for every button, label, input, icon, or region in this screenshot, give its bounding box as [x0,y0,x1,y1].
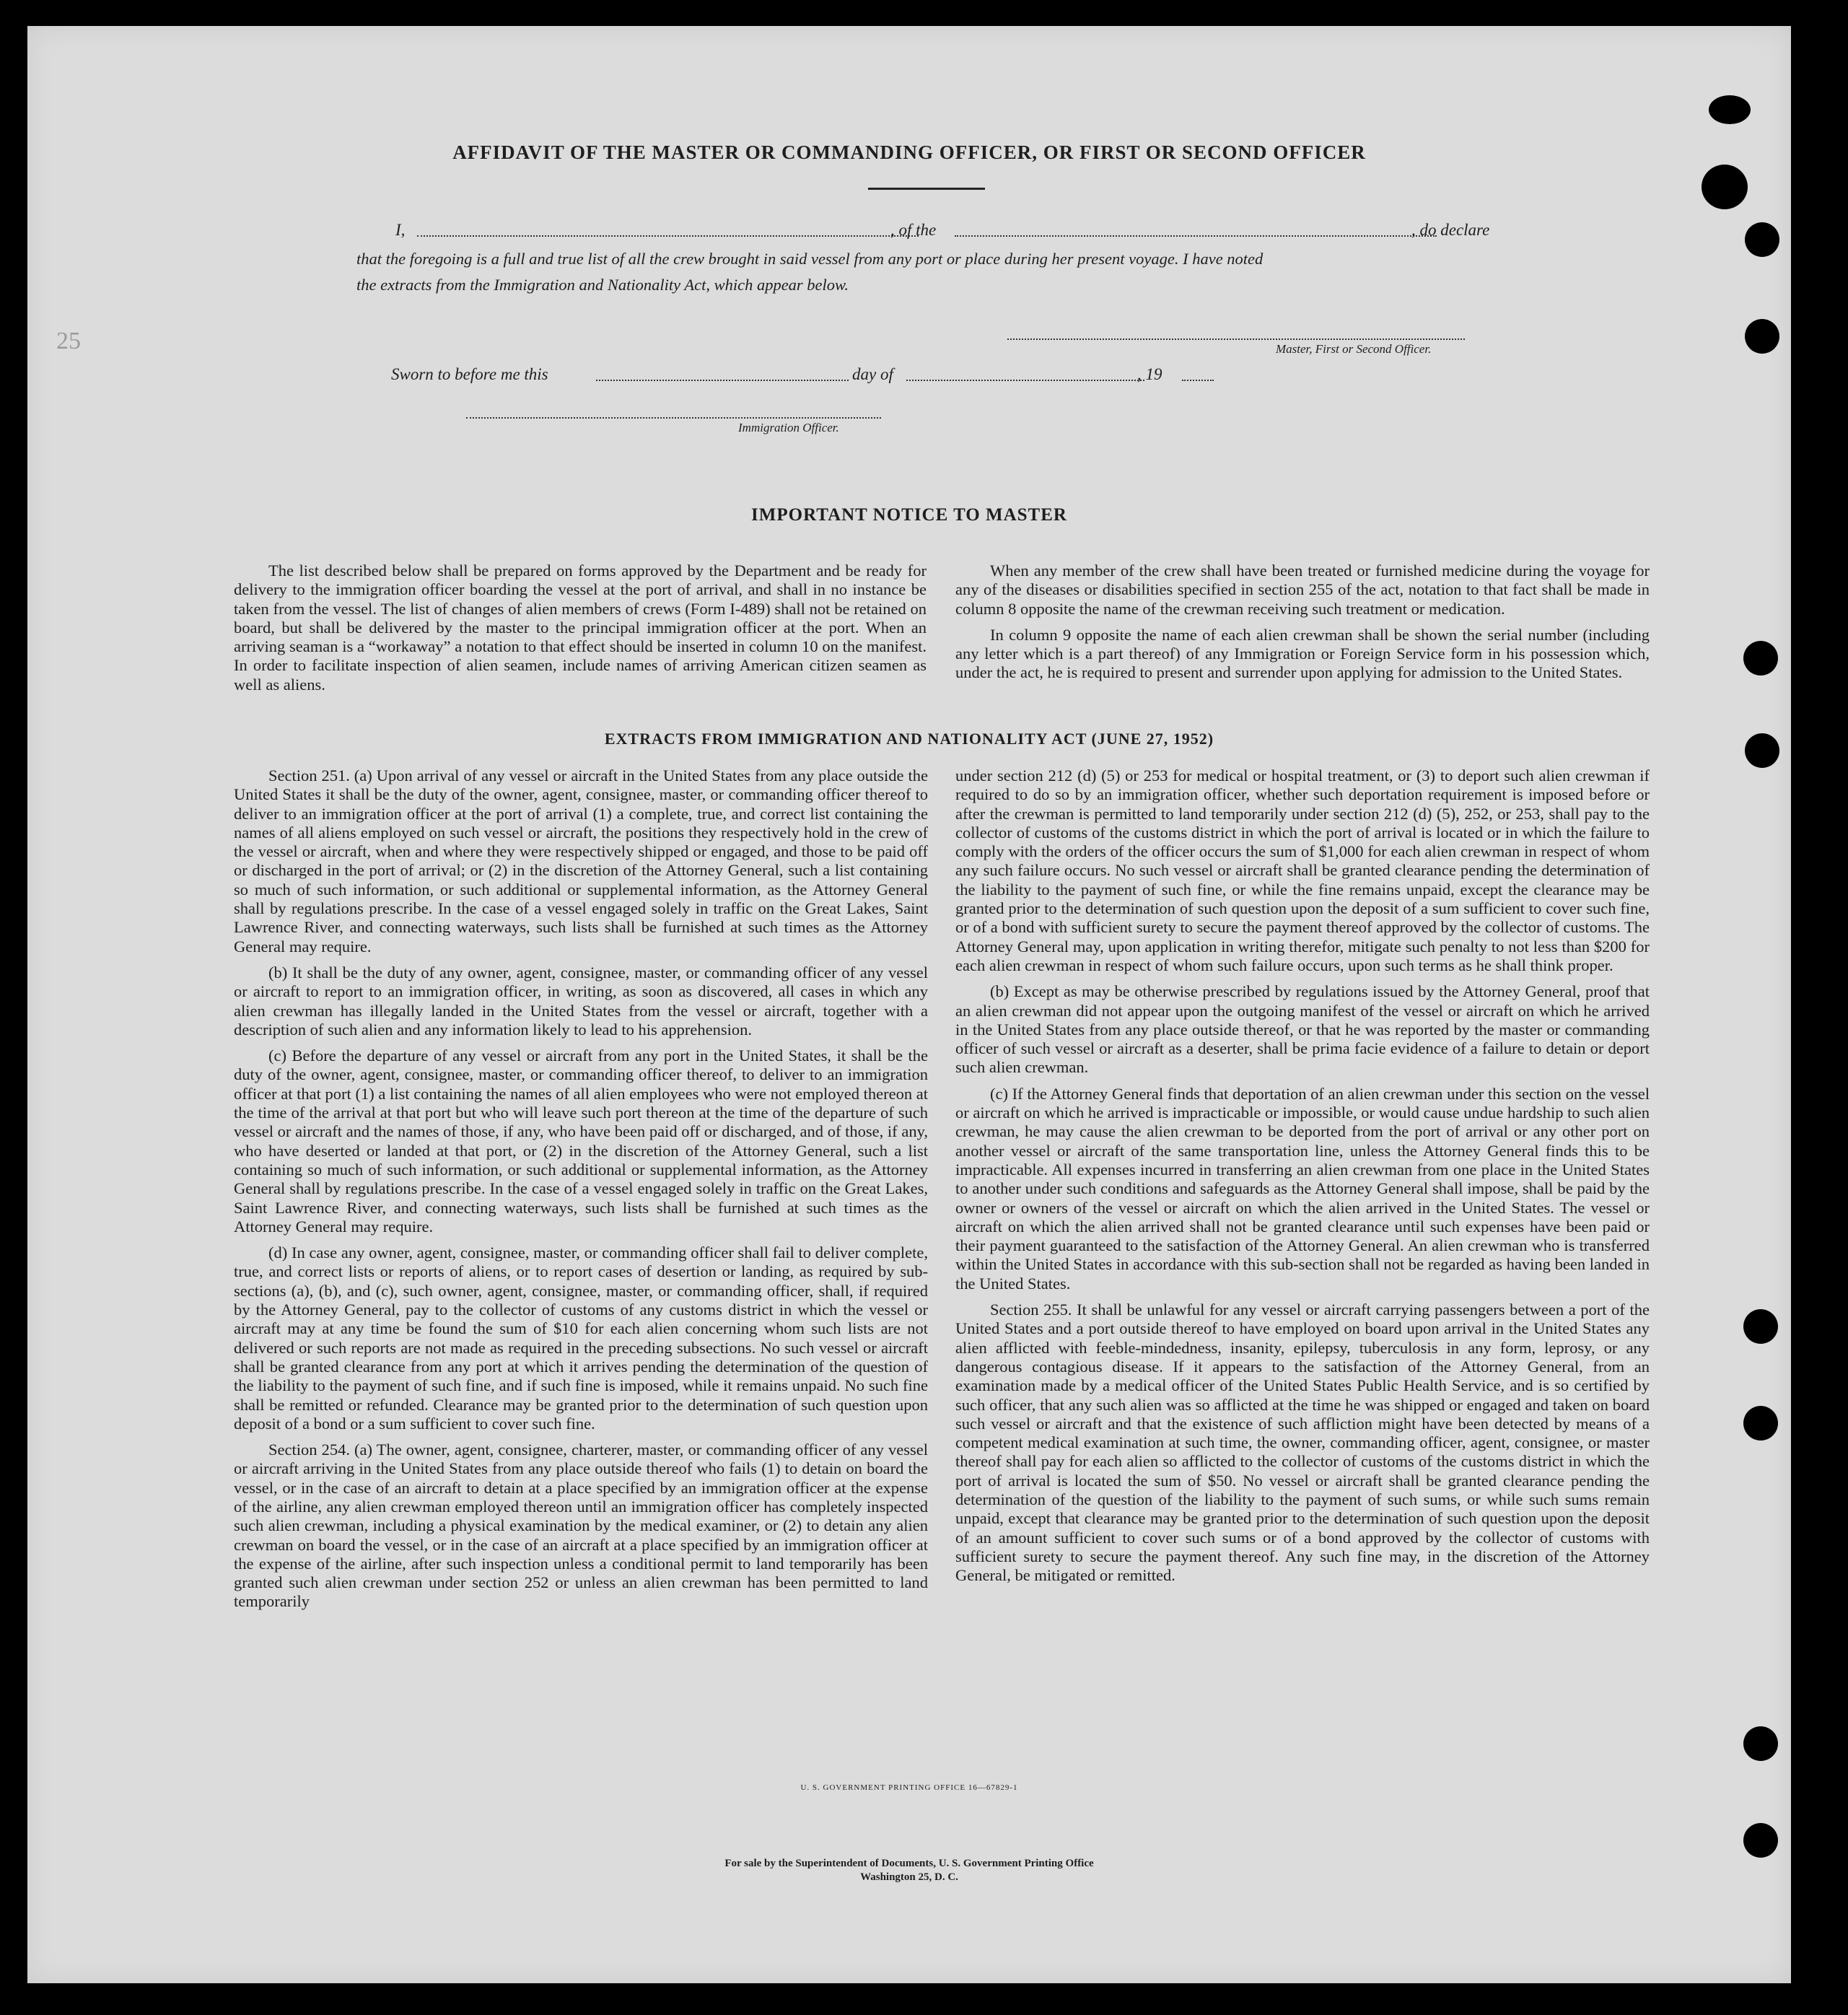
day-of-label: day of [852,365,893,383]
bleed-through-number: 25 [56,328,81,354]
notice-left-text: The list described below shall be prepared on forms approved by the Department and be ready for delivery to the immigration officer boarding the vessel at the port of arrival, and shall in no instance be taken from the vessel. The list of changes of alien members of crews (Form I-489) shall not be retained on board, but shall be delivered by the master to the principal immigration officer at the port. When an arriving seaman is a “workaway” a notation to that effect should be inserted in column 10 on the manifest. In order to facilitate inspection of alien seamen, include names of arriving American citizen seamen as well as aliens. [234,561,927,694]
sale-notice-line1: For sale by the Superintendent of Documents, U. S. Government Printing Office [724,1858,1094,1869]
punch-hole [1745,319,1779,354]
section-251-b: (b) It shall be the duty of any owner, agent, consignee, master, or commanding officer of any vessel or aircraft to report to an immigration officer, in writing, as soon as discovered, all cases in which any alien crewman has illegally landed in the United States from the vessel or aircraft, together with a description of such alien and any information likely to lead to his apprehension. [234,963,928,1039]
extracts-right-column [955,766,1650,1592]
affidavit-of-the: , of the [890,221,937,239]
section-251-a: Section 251. (a) Upon arrival of any vessel or aircraft in the United States from any place outside the United States it shall be the duty of the owner, agent, consignee, master, or commanding officer thereof to deliver to an immigration officer at the port of arrival (1) a complete, true, and correct list containing the names of all aliens employed on such vessel or aircraft, the positions they respectively hold in the crew of the vessel or aircraft, when and where they were respectively shipped or engaged, and those to be paid off or discharged in the port of arrival; or (2) in the discretion of the Attorney General, such a list containing so much of such information, or such additional or supplemental information, as the Attorney General shall by regulations prescribe. In the case of a vessel engaged solely in traffic on the Great Lakes, Saint Lawrence River, and connecting waterways, such lists shall be furnished at such times as the Attorney General may require. [234,766,928,956]
punch-hole [1745,733,1779,768]
gpo-imprint: U. S. GOVERNMENT PRINTING OFFICE 16—67829-1 [800,1783,1018,1792]
affidavit-statement-line2: the extracts from the Immigration and Nationality Act, which appear below. [356,276,849,294]
master-signature-field[interactable] [1007,338,1465,340]
notice-right-text-2: In column 9 opposite the name of each alien crewman shall be shown the serial number (including any letter which is a part thereof) of any Immigration or Foreign Service form in his possession which, under the act, he is required to present and surrender upon applying for admission to the United States. [955,625,1650,682]
affidavit-title: AFFIDAVIT OF THE MASTER OR COMMANDING OFFICER, OR FIRST OR SECOND OFFICER [452,141,1366,163]
punch-hole [1743,1823,1778,1858]
document-page [27,26,1791,1983]
punch-hole [1743,641,1778,676]
section-251-c: (c) Before the departure of any vessel or aircraft from any port in the United States, it shall be the duty of the owner, agent, consignee, master, or commanding officer thereof, to deliver to an immigration officer at that port (1) a list containing the names of all alien employees who were not employed thereon at the time of the arrival at that port but who will leave such port thereon at the time of the departure of such vessel or aircraft and the names of those, if any, who have been paid off or discharged, and of those, if any, who have deserted or landed at that port, or (2) in the discretion of the Attorney General, such a list containing so much of such information, or such additional or supplemental information, as the Attorney General shall by regulations prescribe. In the case of a vessel engaged solely in traffic on the Great Lakes, Saint Lawrence River, and connecting waterways, such lists shall be furnished at such times as the Attorney General may require. [234,1046,928,1236]
punch-hole [1743,1309,1778,1344]
punch-hole [1743,1406,1778,1441]
section-254-a-cont: under section 212 (d) (5) or 253 for medical or hospital treatment, or (3) to deport such alien crewman if required to do so by an immigration officer, whether such deportation requirement is imposed before or after the crewman is permitted to land temporarily under section 212 (d) (5), 252, or 253, shall pay to the collector of customs of the customs district in which the port of arrival is located or in which the failure to comply with the orders of the officer occurs the sum of $1,000 for each alien crewman in respect of whom any such failure occurs. No such vessel or aircraft shall be granted clearance pending the determination of the liability to the payment of such fine, or while the fine remains unpaid, except the clearance may be granted prior to the determination of such question upon the deposit of a sum sufficient to cover such fine, or of a bond with sufficient surety to secure the payment thereof approved by the collector of customs. The Attorney General may, upon application in writing therefor, mitigate such penalty to not less than $200 for each alien crewman in respect of whom such failure occurs, upon such terms as he shall think proper. [955,766,1650,974]
officer-caption: Immigration Officer. [738,421,839,434]
officer-signature-field[interactable] [466,417,881,419]
title-rule [868,188,985,190]
year-label: , 19 [1137,365,1162,383]
section-255: Section 255. It shall be unlawful for any vessel or aircraft carrying passengers between a port of the United States and a port outside thereof to have employed on board upon arrival in the United States any alien afflicted with feeble-mindedness, insanity, epilepsy, tuberculosis in any form, leprosy, or any dangerous contagious disease. If it appears to the satisfaction of the Attorney General, from an examination made by a medical officer of the United States Public Health Service, and is so certified by such officer, that any such alien was so afflicted at the time he was shipped or engaged and taken on board such vessel or aircraft and that the existence of such affliction might have been detected by means of a competent medical examination at such time, the owner, commanding officer, agent, consignee, or master thereof shall pay for each alien so afflicted to the collector of customs of the customs district in which the port of arrival is located the sum of $50. No vessel or aircraft shall be granted clearance pending the determination of the question of the liability to the payment of such sums, or while such sums remain unpaid, except that clearance may be granted prior to the determination of such question upon the deposit of an amount sufficient to cover such sums or of a bond approved by the collector of customs with sufficient surety to secure the payment thereof. Any such fine may, in the discretion of the Attorney General, be mitigated or remitted. [955,1301,1650,1585]
vessel-field[interactable] [955,235,1437,237]
name-field[interactable] [417,235,919,237]
punch-hole [1702,165,1748,209]
section-254-b: (b) Except as may be otherwise prescribed by regulations issued by the Attorney General, proof that an alien crewman did not appear upon the outgoing manifest of the vessel or aircraft on which he arrived in the United States from any place outside thereof, or that he was reported by the master or commanding officer of such vessel or aircraft as a deserter, shall be prima facie evidence of a failure to detain or deport such alien crewman. [955,982,1650,1077]
extracts-title: EXTRACTS FROM IMMIGRATION AND NATIONALITY ACT (JUNE 27, 1952) [604,730,1214,748]
affidavit-i: I, [395,221,406,239]
sworn-day-field[interactable] [596,380,849,381]
master-caption: Master, First or Second Officer. [1276,342,1432,356]
sworn-label: Sworn to before me this [391,365,548,383]
extracts-left-column [234,766,928,1619]
notice-title: IMPORTANT NOTICE TO MASTER [751,505,1067,525]
affidavit-do-declare: , do declare [1411,221,1490,239]
section-254-a: Section 254. (a) The owner, agent, consignee, charterer, master, or commanding officer of any vessel or aircraft arriving in the United States from any place outside thereof who fails (1) to detain on board the vessel, or in the case of an aircraft to detain at a place specified by an immigration officer at the expense of the airline, any alien crewman employed thereon until an immigration officer has completely inspected such alien crewman, including a physical examination by the medical examiner, or (2) to detain any alien crewman on board the vessel, or in the case of an aircraft at a place specified by an immigration officer at the expense of the airline, after such inspection unless a conditional permit to land temporarily has been granted such alien crewman under section 252 or unless an alien crewman has been permitted to land temporarily [234,1441,928,1611]
sworn-month-field[interactable] [906,380,1144,381]
punch-hole [1743,1726,1778,1761]
year-field[interactable] [1182,380,1214,381]
affidavit-statement-line1: that the foregoing is a full and true list of all the crew brought in said vessel from any port or place during her present voyage. I have noted [356,250,1264,268]
section-251-d: (d) In case any owner, agent, consignee, master, or commanding officer shall fail to deliver complete, true, and correct lists or reports of aliens, or to report cases of desertion or landing, as required by sub-sections (a), (b), and (c), such owner, agent, consignee, master, or commanding officer, shall, if required by the Attorney General, pay to the collector of customs of any customs district in which the vessel or aircraft may at any time be found the sum of $10 for each alien concerning whom such lists are not delivered or such reports are not made as required in the preceding subsections. No such vessel or aircraft shall be granted clearance from any port at which it arrives pending the determination of the question of the liability to the payment of such fine, and if such fine is imposed, while it remains unpaid. No such fine shall be remitted or refunded. Clearance may be granted prior to the determination of such question upon deposit of a bond or a sum sufficient to cover such fine. [234,1243,928,1433]
punch-hole [1745,222,1779,257]
punch-hole [1709,95,1751,124]
notice-right-column [955,561,1650,690]
section-254-c: (c) If the Attorney General finds that deportation of an alien crewman under this section on the vessel or aircraft on which he arrived is impracticable or impossible, or would cause undue hardship to such alien crewman, he may cause the alien crewman to be deported from the port of arrival or any other port on another vessel or aircraft of the same transportation line, unless the Attorney General finds this to be impracticable. All expenses incurred in transferring an alien crewman from one place in the United States to another under such conditions and safeguards as the Attorney General shall impose, shall be paid by the owner or owners of the vessel or aircraft on which the alien arrived in the United States. The vessel or aircraft on which the alien arrived shall not be granted clearance until such expenses have been paid or their payment guaranteed to the satisfaction of the Attorney General. An alien crewman who is transferred within the United States in accordance with this sub-section shall not be regarded as having been landed in the United States. [955,1084,1650,1293]
sale-notice-line2: Washington 25, D. C. [860,1871,958,1883]
notice-left-column [234,561,927,701]
notice-right-text-1: When any member of the crew shall have been treated or furnished medicine during the voyage for any of the diseases or disabilities specified in section 255 of the act, notation to that fact shall be made in column 8 opposite the name of the crewman receiving such treatment or medication. [955,561,1650,618]
